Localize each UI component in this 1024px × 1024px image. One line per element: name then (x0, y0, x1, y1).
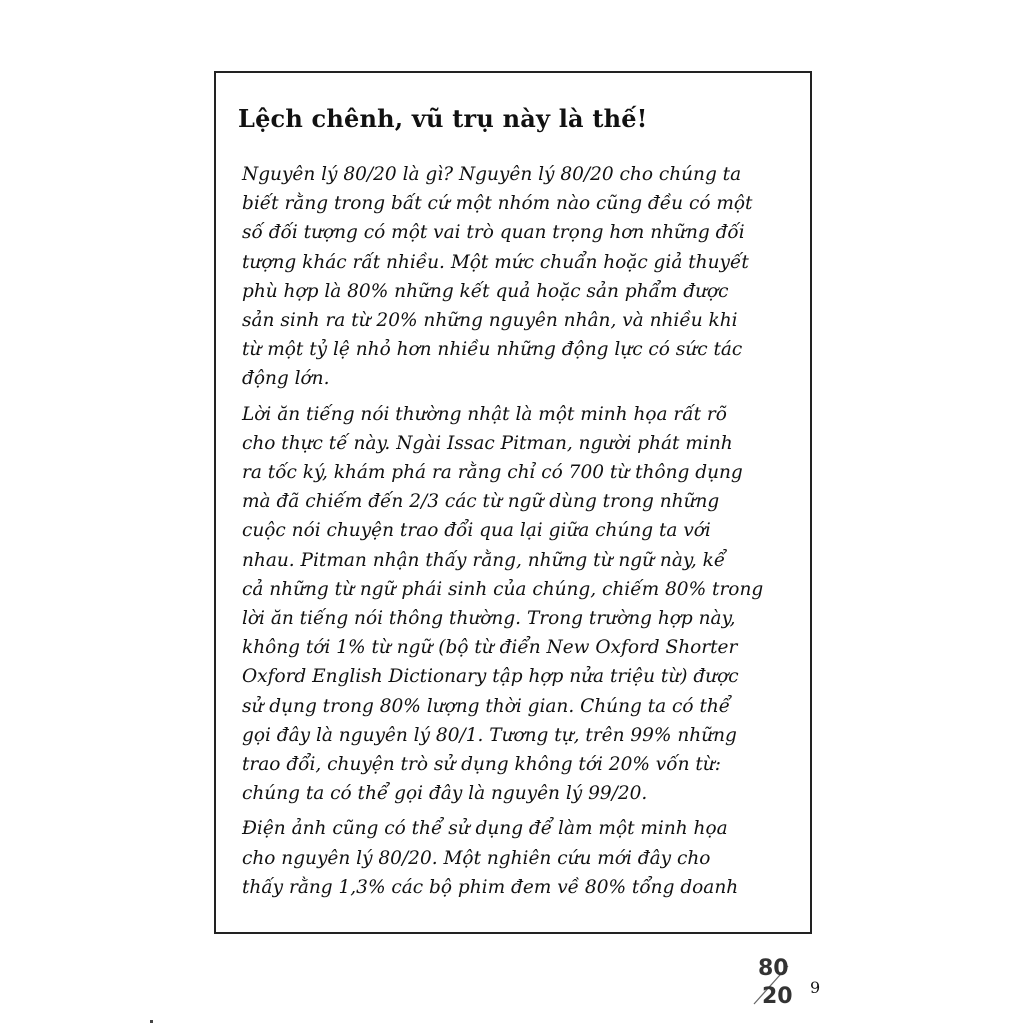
paragraph: Điện ảnh cũng có thể sử dụng để làm một minh họa cho nguyên lý 80/20. Một nghiên cứu mới đây cho thấy rằng 1,3% các bộ phim đem về 80% tổng doanh (242, 818, 739, 898)
80-20-logo-icon (748, 956, 800, 1016)
section-title: Lệch chênh, vũ trụ này là thế! (238, 104, 648, 133)
paragraph: Lời ăn tiếng nói thường nhật là một minh họa rất rõ cho thực tế này. Ngài Issac Pitman, người phát minh ra tốc ký, khám phá ra rằng chỉ có 700 từ thông dụng mà đã chiếm đến 2/3 các từ ngữ dùng trong những cuộc nói chuyện trao đổi qua lại giữa chúng ta với nhau. Pitman nhận thấy rằng, những từ ngữ này, kể cả những từ ngữ phái sinh của chúng, chiếm 80% trong lời ăn tiếng nói thông thường. Trong trường hợp này, không tới 1% từ ngữ (bộ từ điển New Oxford Shorter Oxford English Dictionary tập hợp nửa triệu từ) được sử dụng trong 80% lượng thời gian. Chúng ta có thể gọi đây là nguyên lý 80/1. Tương tự, trên 99% những trao đổi, chuyện trò sử dụng không tới 20% vốn từ: chúng ta có thể gọi đây là nguyên lý 99/20. (242, 403, 764, 805)
scan-speck (150, 1020, 153, 1023)
logo-bottom-number: 20 (762, 984, 793, 1009)
logo-top-number: 80 (758, 956, 789, 981)
body-text (242, 160, 802, 908)
page-number: 9 (810, 978, 821, 997)
paragraph: Nguyên lý 80/20 là gì? Nguyên lý 80/20 cho chúng ta biết rằng trong bất cứ một nhóm nào cũng đều có một số đối tượng có một vai trò quan trọng hơn những đối tượng khác rất nhiều. Một mức chuẩn hoặc giả thuyết phù hợp là 80% những kết quả hoặc sản phẩm được sản sinh ra từ 20% những nguyên nhân, và nhiều khi từ một tỷ lệ nhỏ hơn nhiều những động lực có sức tác động lớn. (242, 164, 753, 390)
